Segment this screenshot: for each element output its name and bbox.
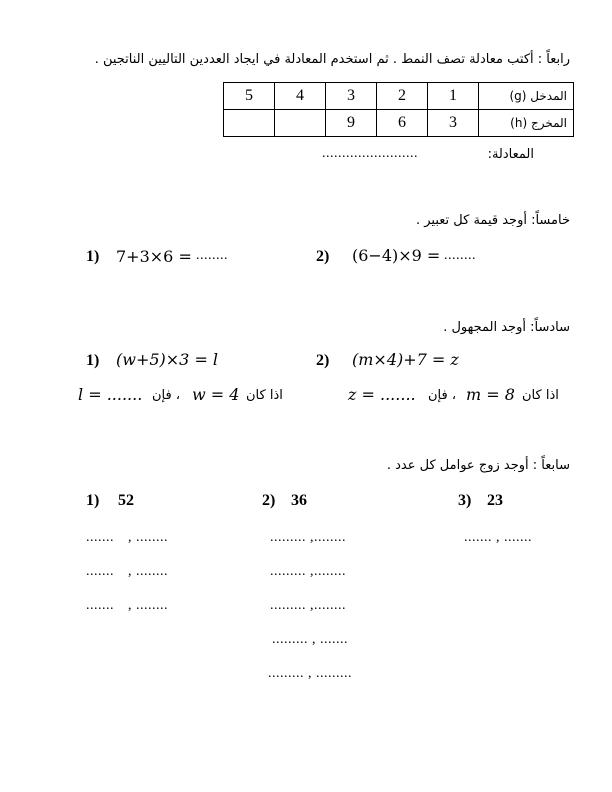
q7-instruction: سابعاً : أوجد زوج عوامل كل عدد . [386, 458, 570, 473]
q6-right-then: ، فإن [428, 388, 457, 403]
q6-item2-number: 2) [316, 352, 330, 369]
q5-item1-number: 1) [86, 248, 100, 265]
pattern-table [223, 82, 574, 137]
table-cell: 1 [428, 83, 479, 110]
table-cell: 9 [326, 110, 377, 137]
q5-item2-expression: (6−4)×9 = [352, 246, 441, 265]
q6-left-then: ، فإن [152, 388, 181, 403]
q5-instruction: خامساً: أوجد قيمة كل تعبير . [415, 213, 570, 228]
q7-number-1-label: 1) [86, 492, 100, 509]
q6-item1-number: 1) [86, 352, 100, 369]
q6-left-result[interactable]: l = ....... [78, 385, 143, 404]
q4-instruction: رابعاً : أكتب معادلة تصف النمط . ثم استخدم المعادلة في ايجاد العددين التاليين الناتجين . [94, 52, 570, 67]
table-cell: 5 [224, 83, 275, 110]
q7-number-3-label: 3) [458, 492, 472, 509]
q6-right-result[interactable]: z = ....... [348, 385, 416, 404]
q7-col3-line-1[interactable]: ....... , ....... [464, 530, 532, 545]
q7-col1-right-2[interactable]: , ........ [128, 564, 168, 579]
q7-number-1: 52 [118, 492, 134, 509]
q6-instruction: سادساً: أوجد المجهول . [443, 320, 570, 335]
q7-col1-left-3[interactable]: ....... [86, 598, 114, 613]
q6-item2-equation: (m×4)+7 = z [352, 350, 459, 369]
q7-col2-line-4[interactable]: ......... , ....... [272, 632, 348, 647]
q6-right-condition: اذا كان [522, 388, 559, 403]
q7-col1-left-2[interactable]: ....... [86, 564, 114, 579]
q7-col2-line-2[interactable]: ......... ,........ [270, 564, 346, 579]
q5-item1-blank[interactable]: ........ [196, 248, 228, 263]
q7-col1-right-1[interactable]: , ........ [128, 530, 168, 545]
table-cell [224, 110, 275, 137]
q7-col2-line-1[interactable]: ......... ,........ [270, 530, 346, 545]
table-row-output [224, 110, 574, 137]
equation-blank[interactable]: ........................ [322, 146, 418, 161]
table-row-input [224, 83, 574, 110]
table-cell: 2 [377, 83, 428, 110]
table-cell: 6 [377, 110, 428, 137]
equation-label: المعادلة: [487, 147, 534, 162]
q7-number-2-label: 2) [262, 492, 276, 509]
q6-item1-equation: (w+5)×3 = l [116, 350, 219, 369]
q6-left-condition-var: w = 4 [192, 385, 240, 404]
output-label: المخرج (h) [479, 110, 574, 137]
table-cell: 3 [428, 110, 479, 137]
q7-col1-right-3[interactable]: , ........ [128, 598, 168, 613]
q5-item1-expression: 7+3×6 = [116, 247, 192, 266]
q7-col1-left-1[interactable]: ....... [86, 530, 114, 545]
input-label: المدخل (g) [479, 83, 574, 110]
q7-col2-line-5[interactable]: ......... , ......... [268, 666, 352, 681]
table-cell: 4 [275, 83, 326, 110]
table-cell: 3 [326, 83, 377, 110]
q6-left-condition: اذا كان [246, 388, 283, 403]
q7-col2-line-3[interactable]: ......... ,........ [270, 598, 346, 613]
table-cell [275, 110, 326, 137]
q5-item2-blank[interactable]: ........ [444, 248, 476, 263]
q7-number-2: 36 [291, 492, 307, 509]
q7-number-3: 23 [487, 492, 503, 509]
q6-right-condition-var: m = 8 [466, 385, 515, 404]
q5-item2-number: 2) [316, 248, 330, 265]
